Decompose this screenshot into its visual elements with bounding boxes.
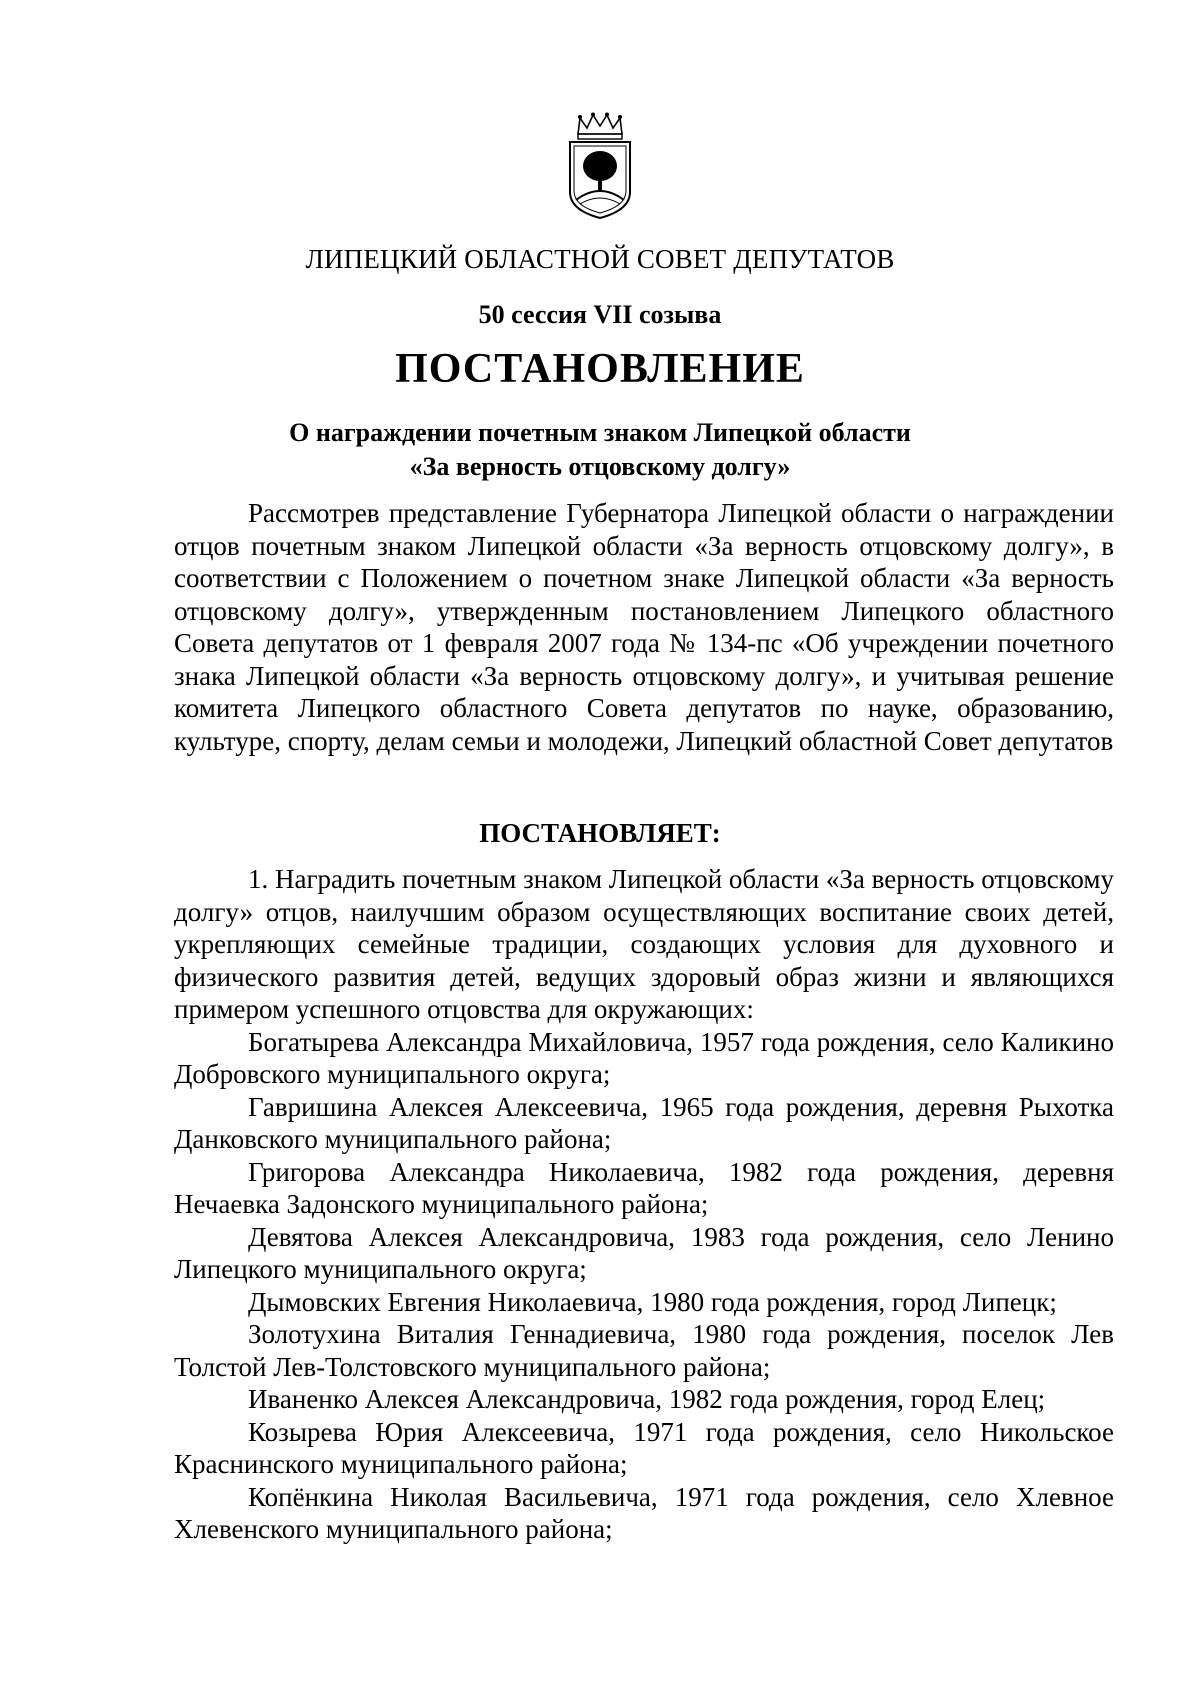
awardee-item: Дымовских Евгения Николаевича, 1980 года рождения, город Липецк;	[248, 1286, 1057, 1317]
lipetsk-coat-of-arms-icon	[560, 112, 640, 222]
awardee-item: Козырева Юрия Алексеевича, 1971 года рождения, село Никольское Краснинского муниципального района;	[174, 1416, 1114, 1479]
decree-body	[174, 863, 1114, 1546]
awardee-item: Гавришина Алексея Алексеевича, 1965 года рождения, деревня Рыхотка Данковского муниципального района;	[174, 1091, 1114, 1154]
decree-heading: ПОСТАНОВЛЯЕТ:	[479, 818, 721, 848]
awardee-item: Золотухина Виталия Геннадиевича, 1980 года рождения, поселок Лев Толстой Лев-Толстовского муниципального района;	[174, 1319, 1114, 1382]
preamble-block	[174, 497, 1114, 757]
awardee-item: Иваненко Алексея Александровича, 1982 года рождения, город Елец;	[248, 1384, 1046, 1414]
subject-line-1: О награждении почетным знаком Липецкой области	[289, 418, 911, 447]
organization-name: ЛИПЕЦКИЙ ОБЛАСТНОЙ СОВЕТ ДЕПУТАТОВ	[305, 244, 895, 274]
awardee-item: Григорова Александра Николаевича, 1982 года рождения, деревня Нечаевка Задонского муниципального района;	[174, 1156, 1114, 1219]
awardee-item: Копёнкина Николая Васильевича, 1971 года рождения, село Хлевное Хлевенского муниципального района;	[174, 1481, 1114, 1544]
document-subject	[0, 416, 1200, 484]
awardee-item: Богатырева Александра Михайловича, 1957 года рождения, село Каликино Добровского муниципального округа;	[174, 1026, 1114, 1089]
document-type: ПОСТАНОВЛЕНИЕ	[395, 346, 805, 392]
subject-line-2: «За верность отцовскому долгу»	[409, 452, 791, 481]
session-number: 50 сессия VII созыва	[478, 300, 722, 329]
preamble-paragraph: Рассмотрев представление Губернатора Липецкой области о награждении отцов почетным знаком Липецкой области «За верность отцовскому долгу», в соответствии с Положением о почетном знаке Липецкой области «За верность отцовскому долгу», утвержденным постановлением Липецкого областного Совета депутатов от 1 февраля 2007 года № 134-пс «Об учреждении почетного знака Липецкой области «За верность отцовскому долгу», и учитывая решение комитета Липецкого областного Совета депутатов по науке, образованию, культуре, спорту, делам семьи и молодежи, Липецкий областной Совет депутатов	[174, 498, 1114, 756]
awardee-item: Девятова Алексея Александровича, 1983 года рождения, село Ленино Липецкого муниципального округа;	[174, 1221, 1114, 1284]
item-1-paragraph: 1. Наградить почетным знаком Липецкой области «За верность отцовскому долгу» отцов, наилучшим образом осуществляющих воспитание своих детей, укрепляющих семейные традиции, создающих условия для духовного и физического развития детей, ведущих здоровый образ жизни и являющихся примером успешного отцовства для окружающих:	[174, 864, 1114, 1024]
